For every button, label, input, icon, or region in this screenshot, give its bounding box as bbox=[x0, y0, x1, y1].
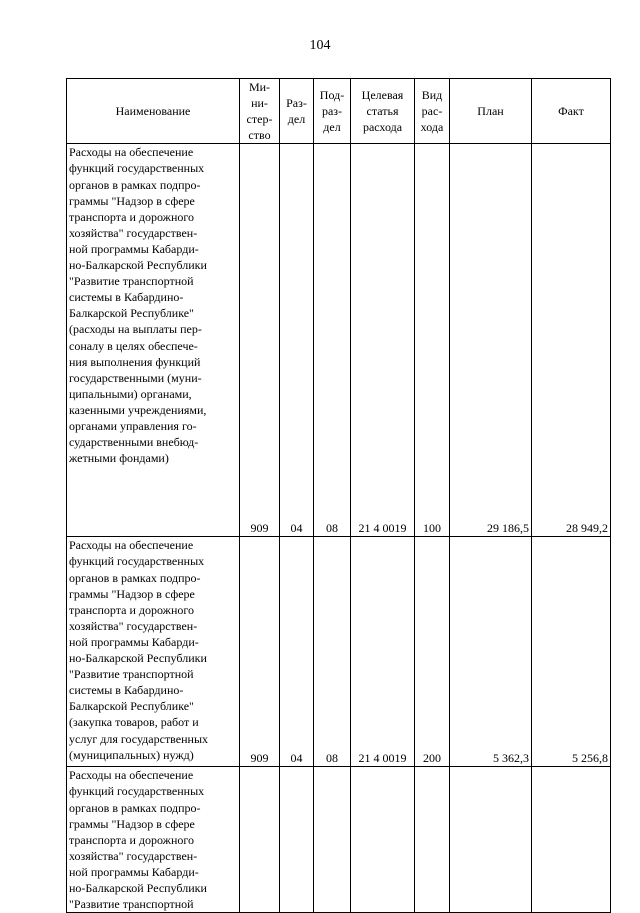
row-plan: 5 362,3 bbox=[450, 537, 532, 767]
row-fact: 5 256,8 bbox=[532, 537, 611, 767]
row-subsection: 08 bbox=[314, 537, 351, 767]
table-header-row bbox=[67, 79, 611, 144]
row-ministry: 909 bbox=[240, 537, 280, 767]
row-subsection bbox=[314, 767, 351, 913]
row-target: 21 4 0019 bbox=[351, 144, 415, 537]
row-name: Расходы на обеспечение функций государственных органов в рамках подпро- граммы "Надзор в сфере транспорта и дорожного хозяйства" государствен- ной программы Кабарди- но-Балкарской Республики "Развитие транспортной системы в Кабардино- Балкарской Республике" (расходы на выплаты пер- соналу в целях обеспече- ния выполнения функций государственными (муни- ципальными) органами, казенными учреждениями, органами управления го- сударственными внебюд- жетными фондами) bbox=[67, 144, 240, 537]
row-type bbox=[415, 767, 450, 913]
row-subsection: 08 bbox=[314, 144, 351, 537]
table-row bbox=[67, 767, 611, 913]
row-target: 21 4 0019 bbox=[351, 537, 415, 767]
row-section bbox=[280, 767, 314, 913]
header-ministry: Ми- ни- стер- ство bbox=[240, 79, 280, 144]
header-name: Наименование bbox=[67, 79, 240, 144]
budget-table bbox=[66, 78, 611, 913]
header-plan: План bbox=[450, 79, 532, 144]
row-ministry: 909 bbox=[240, 144, 280, 537]
header-fact: Факт bbox=[532, 79, 611, 144]
row-section: 04 bbox=[280, 144, 314, 537]
row-plan bbox=[450, 767, 532, 913]
row-ministry bbox=[240, 767, 280, 913]
row-fact bbox=[532, 767, 611, 913]
table-row bbox=[67, 144, 611, 537]
row-type: 100 bbox=[415, 144, 450, 537]
row-section: 04 bbox=[280, 537, 314, 767]
header-section: Раз- дел bbox=[280, 79, 314, 144]
header-expense-type: Вид рас- хода bbox=[415, 79, 450, 144]
row-target bbox=[351, 767, 415, 913]
row-type: 200 bbox=[415, 537, 450, 767]
table-row bbox=[67, 537, 611, 767]
page-number: 104 bbox=[309, 38, 331, 53]
row-name: Расходы на обеспечение функций государственных органов в рамках подпро- граммы "Надзор в сфере транспорта и дорожного хозяйства" государствен- ной программы Кабарди- но-Балкарской Республики "Развитие транспортной системы в Кабардино- Балкарской Республике" (закупка товаров, работ и услуг для государственных (муниципальных) нужд) bbox=[67, 537, 240, 767]
header-subsection: Под- раз- дел bbox=[314, 79, 351, 144]
row-name: Расходы на обеспечение функций государственных органов в рамках подпро- граммы "Надзор в сфере транспорта и дорожного хозяйства" государствен- ной программы Кабарди- но-Балкарской Республики "Развитие транспортной bbox=[67, 767, 240, 913]
row-plan: 29 186,5 bbox=[450, 144, 532, 537]
header-target-article: Целевая статья расхода bbox=[351, 79, 415, 144]
row-fact: 28 949,2 bbox=[532, 144, 611, 537]
